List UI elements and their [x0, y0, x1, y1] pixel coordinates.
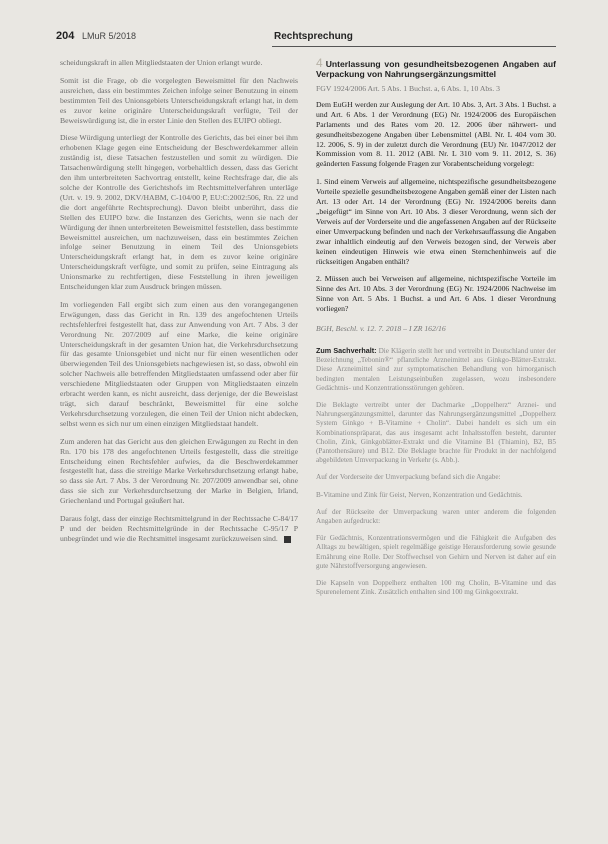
question-1: 1. Sind einem Verweis auf allgemeine, nichtspezifische gesundheitsbezogene Vorteile spezielle gesundheitsbezogene Angaben gemäß einer der Listen nach Art. 13 oder Art. 14 der Verordnung (EG) Nr. 1924/2006 bereits dann „beigefügt“ im Sinne von Art. 10 Abs. 3 dieser Verordnung, wenn sich der Verweis auf der Vorderseite und die angefassenen Angaben auf der Rückseite einer Umverpackung befinden und nach der Verkehrsauffassung die Angaben zwar inhaltlich eindeutig auf den Verweis bezogen sind, der Verweis aber keinen eindeutigen Hinweis wie etwa einen Sternchenhinweis auf die rückseitigen Angaben enthält? — [316, 177, 556, 266]
faint-paragraph: Für Gedächtnis, Konzentrationsvermögen und die Fähigkeit die Aufgaben des Alltags zu bewältigen, spielt regelmäßige geistige Herausforderung sowie gesunde Ernährung eine Rolle. Der Stoffwechsel von Gehirn und Nerven ist daher auf ein gute Nährstoffversorgung angewiesen. — [316, 534, 556, 570]
question-2: 2. Müssen auch bei Verweisen auf allgemeine, nichtspezifische Vorteile im Sinne des Art. 10 Abs. 3 der Verordnung (EG) Nr. 1924/2006 Nachweise im Sinne von Art. 5 Abs. 1 Buchst. a und Art. 6 Abs. 1 dieser Verordnung vorliegen? — [316, 274, 556, 314]
faint-paragraph: Die Beklagte vertreibt unter der Dachmarke „Doppelherz“ Arznei- und Nahrungsergänzungsmittel, darunter das Nahrungsergänzungsmittel „Doppelherz System Ginkgo + B-Vitamine + Cholin“. Dabei handelt es sich um ein Kombinationspräparat, das aus insgesamt acht Inhaltsstoffen besteht, darunter Cholin, Zink, Ginkgoblätter-Extrakt und die Vitamine B1 (Thiamin), B2, B5 (Pantothensäure) und B12. Die Beklagte brachte für Produkt in der nachfolgend abgebildeten Umverpackung in Verkehr (s. Abb.). — [316, 400, 556, 465]
right-column — [316, 58, 556, 605]
left-paragraph: Im vorliegenden Fall ergibt sich zum einen aus den vorangegangenen Erwägungen, dass das Gericht in Rn. 139 des angefochtenen Urteils rechtsfehlerfrei festgestellt hat, dass zur Anwendung von Art. 7 Abs. 3 der Verordnung Nr. 207/2009 auf eine Marke, die keine originäre Unterscheidungskraft in der gesamten Union hat, die Verkehrsdurchsetzung für das gesamte Unionsgebiet und nicht nur für einen wesentlichen oder überwiegenden Teil des Unionsgebiets nachgewiesen ist, so dass, obwohl ein solcher Nachweis alle betreffenden Mitgliedstaaten umfassend oder aber für verschiedene Mitgliedstaaten oder Gruppen von Mitgliedstaaten einzeln erbracht werden kann, es nicht ausreicht, dass derjenige, der die Beweislast trägt, sich darauf beschränkt, Beweismittel für eine solche Verkehrsdurchsetzung vorzulegen, die einen Teil der Union nicht abdecken, selbst wenn es sich nur um einen einzigen Mitgliedstaat handelt. — [60, 299, 298, 428]
sachverhalt-paragraph — [316, 346, 556, 393]
faint-paragraph: B-Vitamine und Zink für Geist, Nerven, Konzentration und Gedächtnis. — [316, 490, 523, 499]
journal-issue: LMuR 5/2018 — [82, 31, 137, 41]
page-number: 204 — [56, 30, 75, 42]
case-title — [316, 58, 556, 79]
court-citation: BGH, Beschl. v. 12. 7. 2018 – I ZR 162/16 — [316, 324, 446, 334]
end-mark-icon — [284, 536, 291, 543]
page-header — [56, 30, 556, 50]
case-title-text: Unterlassung von gesundheitsbezogenen Angaben auf Verpackung von Nahrungsergänzungsmittel — [316, 59, 556, 79]
left-paragraph-text: Daraus folgt, dass der einzige Rechtsmittelgrund in der Rechtssache C-84/17 P und der beiden Rechtsmittelgründe in der Rechtssache C-95/17 P unbegründet und wie die Rechtsmittel insgesamt zurückzuweisen sind. — [60, 514, 298, 543]
left-column — [60, 58, 298, 552]
header-rule — [272, 46, 556, 47]
left-paragraph: scheidungskraft in allen Mitgliedstaaten der Union erlangt wurde. — [60, 58, 263, 67]
faint-paragraph: Auf der Rückseite der Umverpackung waren unter anderem die folgenden Angaben aufgedruckt: — [316, 507, 556, 525]
left-paragraph-last — [60, 514, 298, 544]
faint-paragraph: Auf der Vorderseite der Umverpackung befand sich die Angabe: — [316, 473, 501, 482]
left-paragraph: Diese Würdigung unterliegt der Kontrolle des Gerichts, das bei einer bei ihm erhobenen Klage gegen eine Entscheidung der Beschwerdekammer allein zuständig ist, diese Tatsachen festzustellen und somit zu würdigen. Die Tatsachenwürdigung stellt hingegen, vorbehaltlich dessen, dass das Gericht den ihm unterbreiteten Sachvortrag entstellt, keine Rechtsfrage dar, die als solche der Kontrolle des Gerichtshofs im Rechtsmittelverfahren unterläge (Urt. v. 19. 9. 2002, DKV/HABM, C-104/00 P, EU:C:2002:506, Rn. 22 und die dort angeführte Rechtsprechung). Davon bleibt unberührt, dass die Stellen des EUIPO bzw. die Instanzen des Gerichts, wenn sie nach der Würdigung der ihnen unterbreiteten Beweismittel feststellen, dass bestimmte Beweismittel ausreichen, um nachzuweisen, dass ein bestimmtes Zeichen infolge seiner Benutzung in einem Teil des Unionsgebiets Unterscheidungskraft erlangt hat, in dem es zuvor keine originäre Unterscheidungskraft verfügte, und somit zu prüfen, seine Eintragung als Unionsmarke zu rechtfertigen, diese Feststellung in ihren jeweiligen Entscheidungen klar zum Ausdruck bringen müssen. — [60, 133, 298, 292]
left-paragraph: Somit ist die Frage, ob die vorgelegten Beweismittel für den Nachweis ausreichen, dass ein bestimmtes Zeichen infolge seiner Benutzung in einem bestimmten Teil des Unionsgebiets Unterscheidungskraft erlangt hat, in dem es zuvor keine originäre Unterscheidungskraft verfügte, Teil der Beweiswürdigung ist, die in erster Linie den Stellen des EUIPO obliegt. — [60, 75, 298, 125]
right-paragraph: Dem EuGH werden zur Auslegung der Art. 10 Abs. 3, Art. 3 Abs. 1 Buchst. a und Art. 6 Abs. 1 der Verordnung (EG) Nr. 1924/2006 des Europäischen Parlaments und des Rates vom 20. 12. 2006 über nährwert- und gesundheitsbezogene Angaben über Lebensmittel (ABl. Nr. L 404 vom 30. 12. 2006, S. 9) in der zuletzt durch die Verordnung (EU) Nr. 1047/2012 der Kommission vom 8. 11. 2012 (ABl. Nr. L 310 vom 9. 11. 2012, S. 36) geänderten Fassung folgende Fragen zur Vorabentscheidung vorgelegt: — [316, 99, 556, 169]
faint-paragraph: Die Kapseln von Doppelherz enthalten 100 mg Cholin, B-Vitamine und das Spurenelement Zink. Zusätzlich enthalten sind 100 mg Ginkgoextrakt. — [316, 579, 556, 597]
sachverhalt-text: Die Klägerin stellt her und vertreibt in Deutschland unter der Bezeichnung „Tebonin®“ pflanzliche Arzneimittel aus Ginkgo-Blätter-Extrakt. Diese Arzneimittel sind zur symptomatischen Behandlung von hirnorganisch bedingten mentalen Leistungseinbußen zugelassen, wozu insbesondere Gedächtnis- und Konzentrationsstörungen gehören. — [316, 346, 557, 392]
section-heading: Rechtsprechung — [274, 31, 353, 42]
case-number: 4 — [316, 56, 323, 70]
law-reference: FGV 1924/2006 Art. 5 Abs. 1 Buchst. a, 6 Abs. 1, 10 Abs. 3 — [316, 84, 500, 93]
sachverhalt-label: Zum Sachverhalt: — [316, 345, 377, 355]
left-paragraph: Zum anderen hat das Gericht aus den gleichen Erwägungen zu Recht in den Rn. 170 bis 178 des angefochtenen Urteils festgestellt, dass die streitige Entscheidung einen Rechtsfehler aufwies, da die Beschwerdekammer festgestellt hat, dass die streitige Marke Verkehrsdurchsetzung erlangt habe, so dass sie Art. 7 Abs. 3 der Verordnung Nr. 207/2009 anwendbar sei, ohne dass sie sich zur Verkehrsdurchsetzung der Marke in Belgien, Irland, Griechenland und Portugal geäußert hat. — [60, 436, 298, 506]
